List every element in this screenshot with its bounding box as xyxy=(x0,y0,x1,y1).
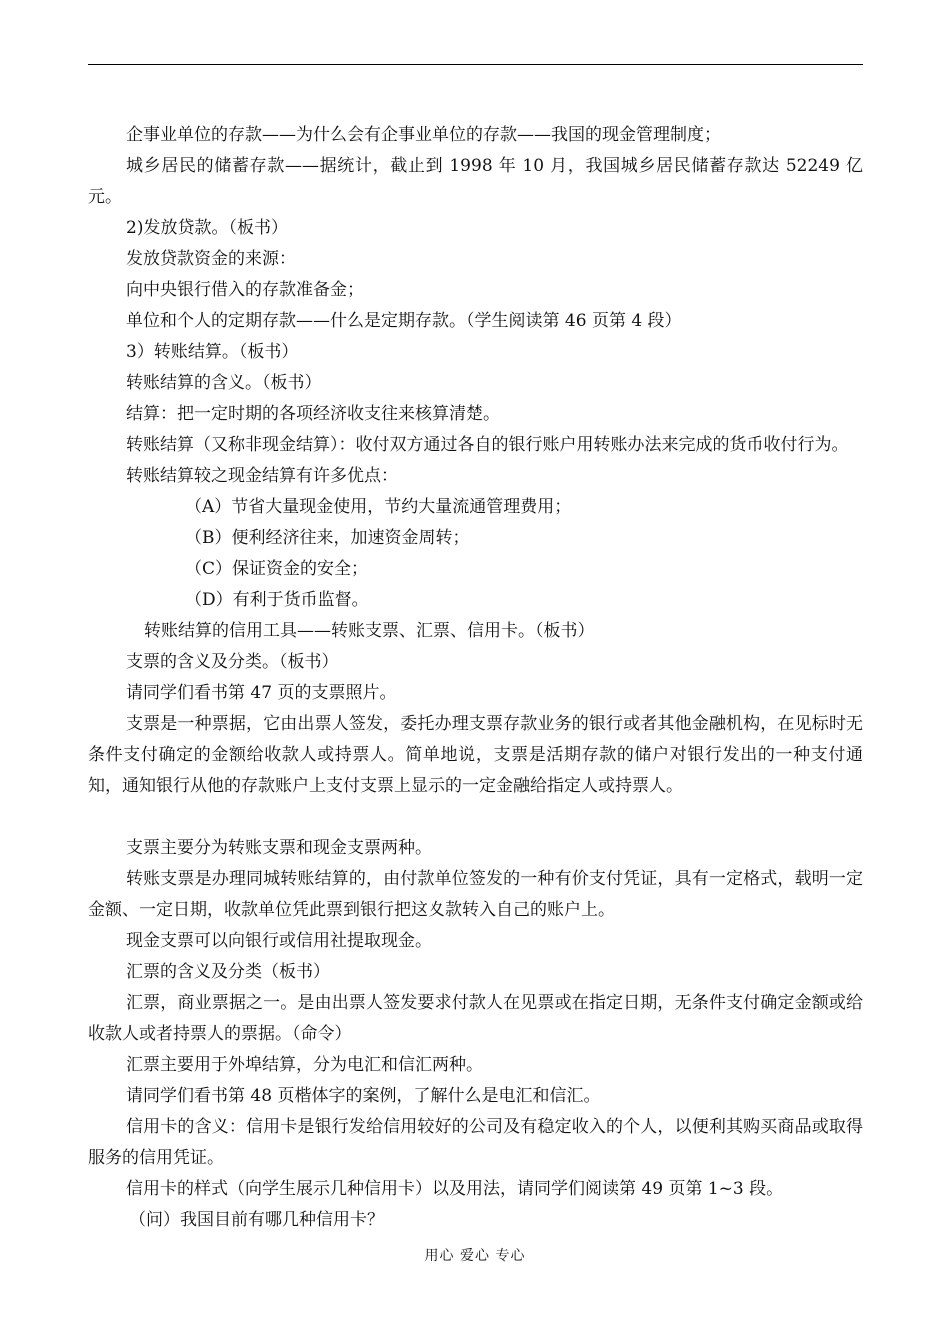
paragraph: 请同学们看书第 48 页楷体字的案例，了解什么是电汇和信汇。 xyxy=(126,1086,601,1106)
list-item: （B）便利经济往来，加速资金周转； xyxy=(185,528,470,548)
header-rule xyxy=(88,64,863,65)
document-body xyxy=(88,120,863,1236)
paragraph: 转账结算（又称非现金结算）：收付双方通过各自的银行账户用转账办法来完成的货币收付行为。 xyxy=(126,435,849,455)
paragraph: 企事业单位的存款——为什么会有企事业单位的存款——我国的现金管理制度； xyxy=(126,125,721,145)
list-item: （C）保证资金的安全； xyxy=(185,559,369,579)
paragraph: 发放贷款资金的来源： xyxy=(126,249,296,269)
paragraph: 2)发放贷款。（板书） xyxy=(126,218,288,238)
paragraph: 城乡居民的储蓄存款——据统计，截止到 1998 年 10 月，我国城乡居民储蓄存款达 52249 亿元。 xyxy=(88,156,863,207)
blank-line xyxy=(88,802,863,833)
paragraph: 单位和个人的定期存款——什么是定期存款。（学生阅读第 46 页第 4 段） xyxy=(126,311,682,331)
paragraph: 信用卡的含义：信用卡是银行发给信用较好的公司及有稳定收入的个人，以便利其购买商品或取得服务的信用凭证。 xyxy=(88,1117,863,1168)
paragraph: 转账支票是办理同城转账结算的，由付款单位签发的一种有价支付凭证，具有一定格式，载明一定金额、一定日期，收款单位凭此票到银行把这夊款转入自己的账户上。 xyxy=(88,869,863,920)
paragraph: 汇票主要用于外埠结算，分为电汇和信汇两种。 xyxy=(126,1055,483,1075)
paragraph: 转账结算的含义。（板书） xyxy=(126,373,322,393)
paragraph: 向中央银行借入的存款准备金； xyxy=(126,280,364,300)
list-item: （D）有利于货币监督。 xyxy=(185,590,369,610)
paragraph: 结算：把一定时期的各项经济收支往来核算清楚。 xyxy=(126,404,500,424)
paragraph: 现金支票可以向银行或信用社提取现金。 xyxy=(126,931,432,951)
paragraph: 支票是一种票据，它由出票人签发，委托办理支票存款业务的银行或者其他金融机构，在见标时无条件支付确定的金额给收款人或持票人。简单地说，支票是活期存款的储户对银行发出的一种支付通知，通知银行从他的存款账户上支付支票上显示的一定金融给指定人或持票人。 xyxy=(88,714,863,796)
paragraph: 3）转账结算。（板书） xyxy=(126,342,299,362)
page-footer: 用心 爱心 专心 xyxy=(424,1248,526,1264)
list-item: （A）节省大量现金使用，节约大量流通管理费用； xyxy=(185,497,572,517)
paragraph: 汇票，商业票据之一。是由出票人签发要求付款人在见票或在指定日期，无条件支付确定金额或给收款人或者持票人的票据。（命令） xyxy=(88,993,863,1044)
paragraph: 转账结算较之现金结算有许多优点： xyxy=(126,466,398,486)
paragraph: 支票主要分为转账支票和现金支票两种。 xyxy=(126,838,432,858)
paragraph: 汇票的含义及分类（板书） xyxy=(126,962,330,982)
paragraph: 转账结算的信用工具——转账支票、汇票、信用卡。（板书） xyxy=(144,621,595,641)
question-line: （问）我国目前有哪几种信用卡？ xyxy=(129,1210,384,1230)
paragraph: 请同学们看书第 47 页的支票照片。 xyxy=(126,683,397,703)
paragraph: 支票的含义及分类。（板书） xyxy=(126,652,339,672)
paragraph: 信用卡的样式（向学生展示几种信用卡）以及用法，请同学们阅读第 49 页第 1~3 段。 xyxy=(126,1179,784,1199)
